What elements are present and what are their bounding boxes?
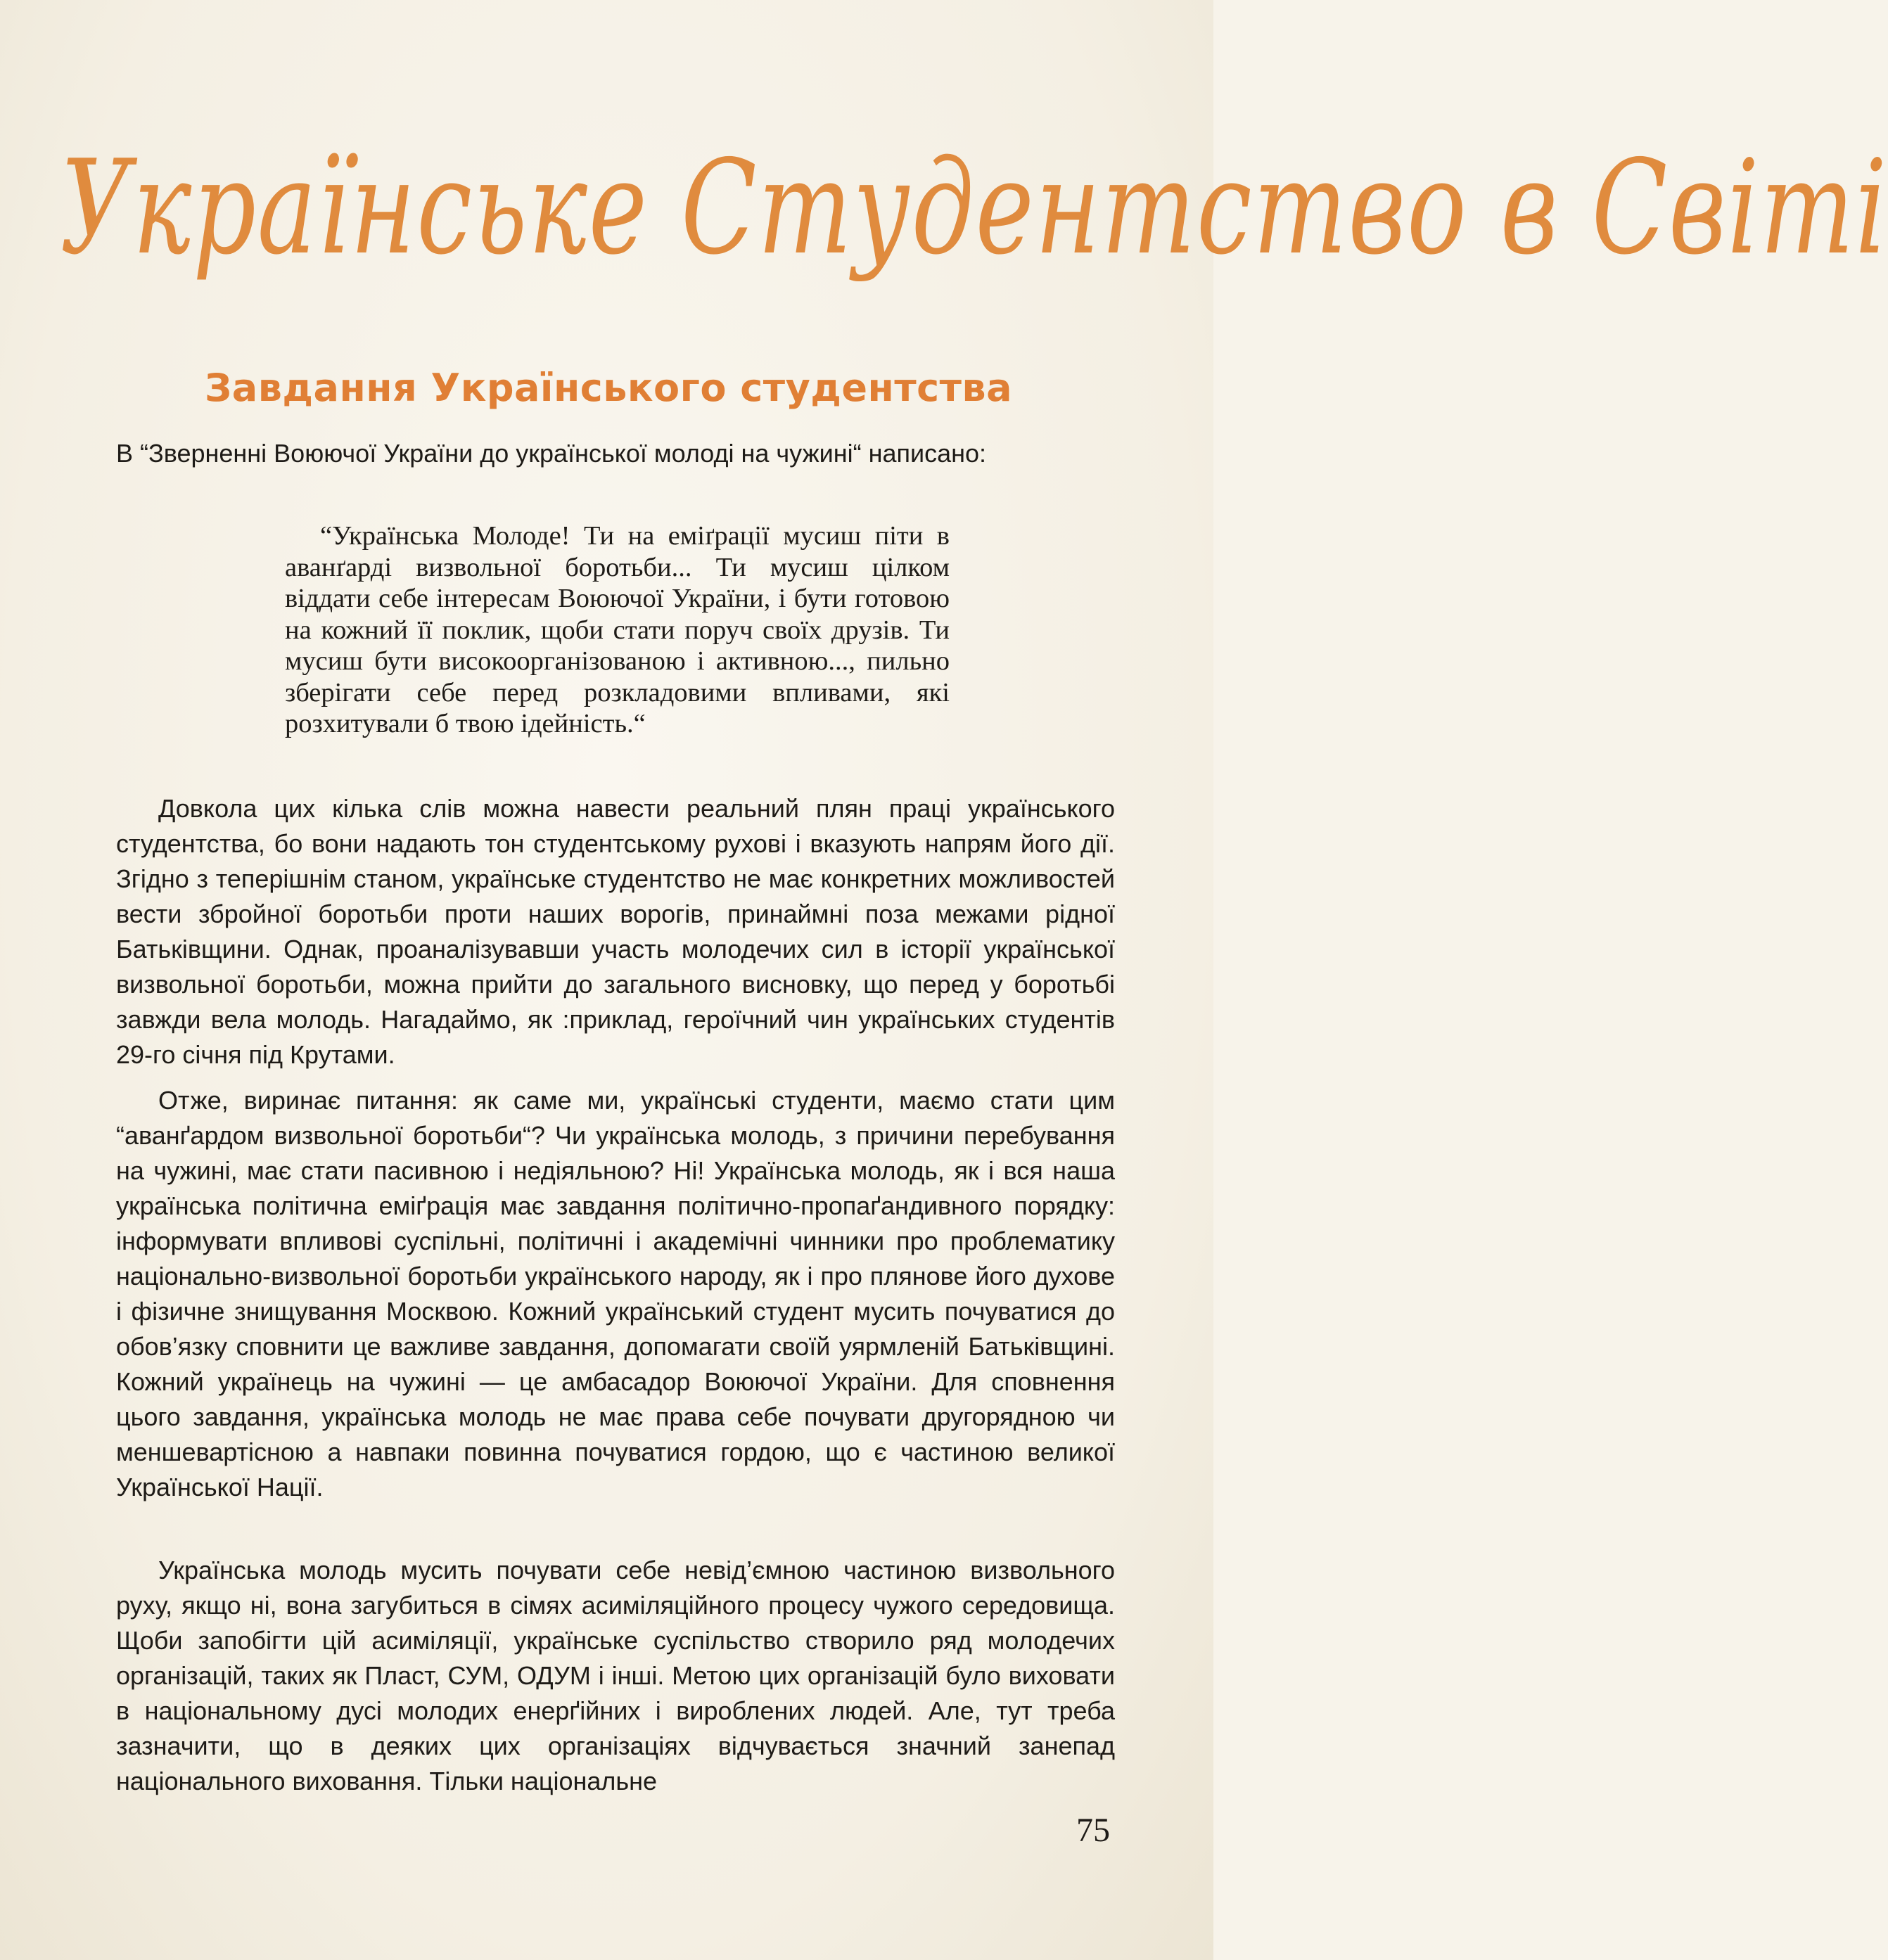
- script-title: Українське Студентство в Світі: [60, 132, 1888, 284]
- intro-text: В “Зверненні Воюючої України до української молоді на чужині“ написано:: [116, 439, 987, 468]
- paragraph-1-text: Довкола цих кілька слів можна навести реальний плян праці українського студентства, бо вони надають тон студентському рухові і вказують напрям його дії. Згідно з теперішнім станом, українське студентство не має конкретних можливостей вести збройної боротьби проти наших ворогів, принаймні поза межами рідної Батьківщини. Однак, проаналізувавши участь молодечих сил в історії української визвольної боротьби, можна прийти до загального висновку, що перед у боротьбі завжди вела молодь. Нагадаймо, як :приклад, героїчний чин українських студентів 29-го січня під Крутами.: [116, 794, 1115, 1069]
- paragraph-1: [116, 791, 1115, 1072]
- paragraph-3-text: Українська молодь мусить почувати себе невід’ємною частиною визвольного руху, якщо ні, вона загубиться в сімях асиміляційного процесу чужого середовища. Щоби запобігти цій асиміляції, українське суспільство створило ряд молодечих організацій, таких як Пласт, СУМ, ОДУМ і інші. Метою цих організацій було виховати в національному дусі молодих енерґійних і вироблених людей. Але, тут треба зазначити, що в деяких цих організаціях відчувається значний занепад національного виховання. Тільки національне: [116, 1556, 1115, 1795]
- paragraph-2: [116, 1083, 1115, 1505]
- section-heading: Завдання Українського студентства: [204, 366, 1013, 410]
- paragraph-3: [116, 1553, 1115, 1799]
- page-number: 75: [1076, 1812, 1110, 1849]
- quotation-block: “Українська Молоде! Ти на еміґрації мусиш піти в аванґарді визвольної боротьби... Ти мусиш цілком віддати себе інтересам Воюючої України, і бути готовою на кожний її поклик, щоби стати поруч своїх друзів. Ти мусиш бути високоорганізованою і активною..., пильно зберігати себе перед розкладовими впливами, які розхитували б твою ідейність.“: [285, 521, 950, 738]
- paragraph-2-text: Отже, виринає питання: як саме ми, українські студенти, маємо стати цим “аванґардом визвольної боротьби“? Чи українська молодь, з причини перебування на чужині, має стати пасивною і недіяльною? Ні! Українська молодь, як і вся наша українська політична еміґрація має завдання політично-пропаґандивного порядку: інформувати впливові суспільні, політичні і академічні чинники про проблематику національно-визвольної боротьби українського народу, як і про плянове його духове і фізичне знищування Москвою. Кожний український студент мусить почуватися до обов’язку сповнити це важливе завдання, допомагати своїй уярмленій Батьківщині. Кожний українець на чужині — це амбасадор Воюючої України. Для сповнення цього завдання, українська молодь не має права себе почувати другорядною чи меншевартісною а навпаки повинна почуватися гордою, що є частиною великої Української Нації.: [116, 1086, 1115, 1501]
